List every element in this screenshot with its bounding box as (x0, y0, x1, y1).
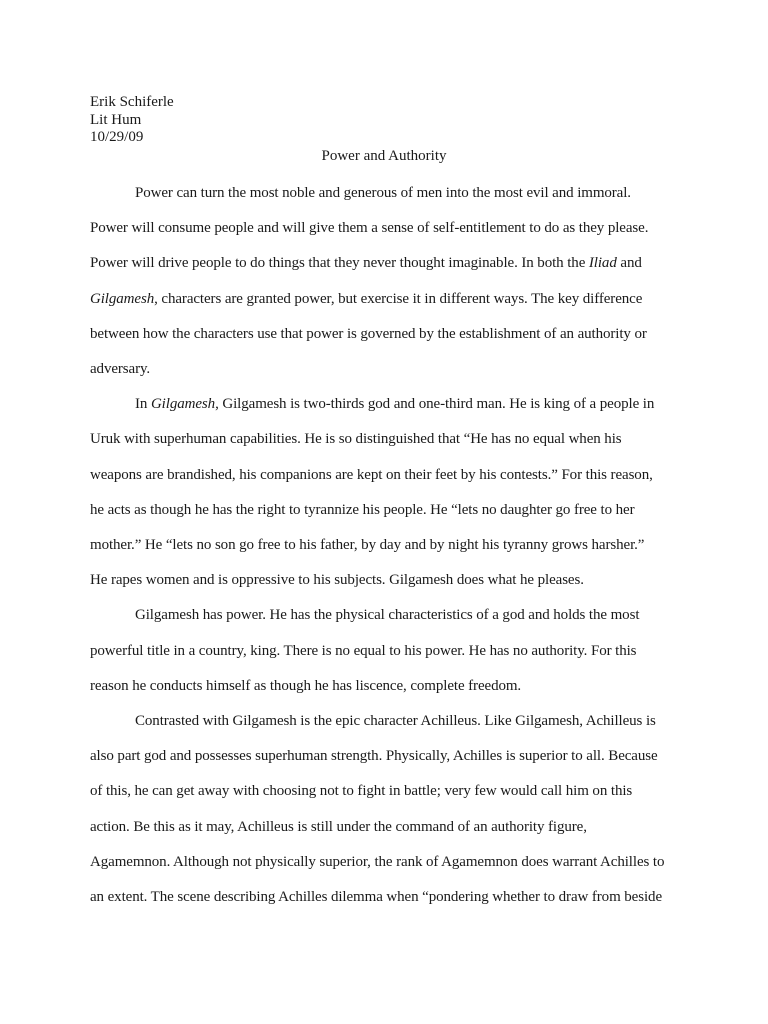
text-line (90, 880, 662, 915)
line-text: between how the characters use that power is governed by the establishment of an authority or (90, 325, 647, 342)
text-line (135, 176, 631, 211)
text-line (135, 704, 656, 739)
line-text: powerful title in a country, king. There is no equal to his power. He has no authority. For this (90, 642, 637, 659)
italic-title-text: Iliad (588, 255, 617, 272)
essay-title: Power and Authority (321, 148, 447, 164)
line-text: He rapes women and is oppressive to his subjects. Gilgamesh does what he pleases. (90, 572, 584, 589)
text-line (90, 845, 664, 880)
course-name: Lit Hum (90, 111, 142, 128)
line-text: Contrasted with Gilgamesh is the epic character Achilleus. Like Gilgamesh, Achilleus is (135, 713, 656, 729)
line-text: reason he conducts himself as though he has liscence, complete freedom. (90, 677, 522, 694)
line-text: and (616, 255, 642, 272)
line-text: Uruk with superhuman capabilities. He is so distinguished that “He has no equal when his (90, 431, 622, 448)
text-line (90, 282, 642, 317)
text-line (90, 458, 653, 493)
line-text: Agamemnon. Although not physically superior, the rank of Agamemnon does warrant Achilles to (90, 853, 665, 870)
line-text: adversary. (90, 361, 151, 377)
text-line (90, 774, 632, 809)
essay-header (90, 94, 174, 147)
line-text: , Gilgamesh is two-thirds god and one-third man. He is king of a people in (215, 396, 655, 413)
text-line (135, 598, 639, 633)
text-line (90, 669, 521, 704)
line-text: mother.” He “lets no son go free to his father, by day and by night his tyranny grows harsher.” (90, 537, 645, 553)
text-line (90, 493, 635, 528)
line-text: In (135, 396, 151, 413)
line-text: also part god and possesses superhuman strength. Physically, Achilles is superior to all. Because (90, 748, 658, 765)
text-line (90, 563, 584, 598)
line-text: an extent. The scene describing Achilles dilemma when “pondering whether to draw from beside (90, 889, 663, 905)
text-line (90, 739, 658, 774)
line-text: Power will consume people and will give them a sense of self-entitlement to do as they please. (90, 220, 649, 237)
line-text: of this, he can get away with choosing not to fight in battle; very few would call him on this (90, 783, 633, 800)
line-text: Power will drive people to do things that they never thought imaginable. In both the (90, 255, 589, 272)
line-text: weapons are brandished, his companions are kept on their feet by his contests.” For this reason, (90, 466, 653, 483)
text-line (90, 317, 647, 352)
essay-date: 10/29/09 (90, 129, 144, 145)
italic-title-text: Gilgamesh (150, 396, 216, 413)
line-text: , characters are granted power, but exercise it in different ways. The key difference (154, 290, 643, 307)
text-line (90, 246, 642, 281)
text-line (90, 634, 636, 669)
line-text: action. Be this as it may, Achilleus is still under the command of an authority figure, (90, 818, 587, 835)
text-line (135, 387, 654, 422)
line-text: Power can turn the most noble and generous of men into the most evil and immoral. (135, 185, 631, 201)
text-line (90, 422, 622, 457)
text-line (90, 528, 644, 563)
text-line (90, 211, 648, 246)
italic-title-text: Gilgamesh (90, 290, 155, 307)
line-text: he acts as though he has the right to tyrannize his people. He “lets no daughter go free to her (90, 501, 635, 518)
author-name: Erik Schiferle (90, 94, 174, 110)
text-line (90, 352, 150, 387)
line-text: Gilgamesh has power. He has the physical characteristics of a god and holds the most (135, 607, 640, 624)
text-line (90, 810, 587, 845)
